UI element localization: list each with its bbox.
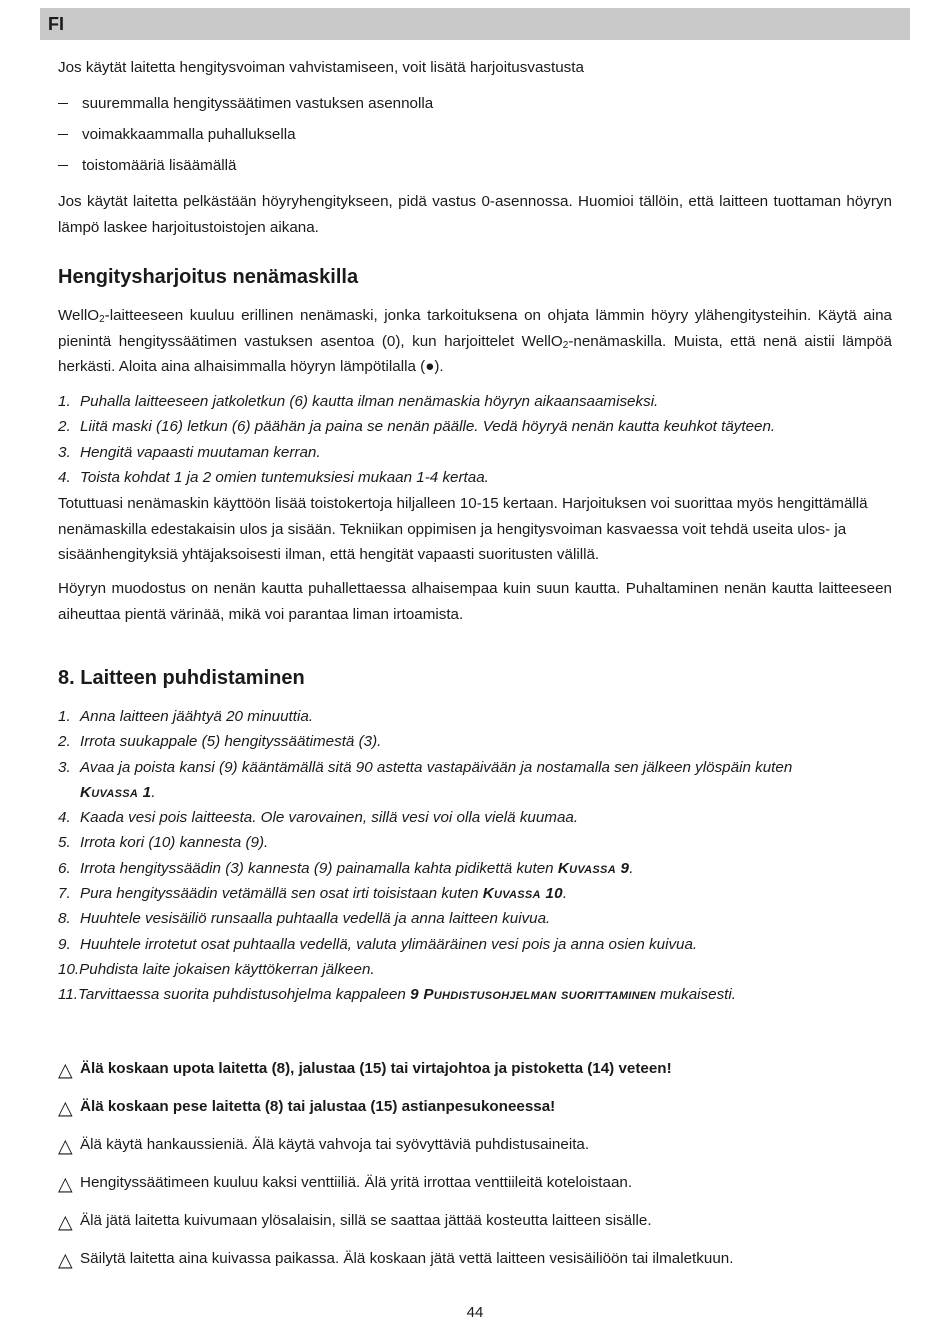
- list-item: 11.Tarvittaessa suorita puhdistusohjelma kappaleen 9 Puhdistusohjelman suorittaminen mukaisesti.: [58, 986, 736, 1004]
- list-item: toistomääriä lisäämällä: [58, 150, 892, 181]
- figure-reference: Kuvassa 9: [557, 859, 630, 877]
- list-item: 2. Liitä maski (16) letkun (6) päähän ja paina se nenän päälle. Vedä höyryä nenän kautta keuhkot täyteen.: [58, 418, 776, 436]
- nasal-paragraph-3: Höyryn muodostus on nenän kautta puhallettaessa alhaisempaa kuin suun kautta. Puhaltaminen nenän kautta laitteeseen aiheuttaa pientä värinää, mikä voi parantaa liman irtoamista.: [58, 580, 892, 623]
- warning-triangle-icon: △: [58, 1097, 73, 1119]
- list-item: 3. Hengitä vapaasti muutaman kerran.: [58, 443, 321, 461]
- list-item: suuremmalla hengityssäätimen vastuksen asennolla: [58, 88, 892, 119]
- nasal-steps: [58, 389, 892, 490]
- list-item: 2. Irrota suukappale (5) hengityssäätimestä (3).: [58, 733, 382, 751]
- list-item: voimakkaammalla puhalluksella: [58, 119, 892, 150]
- warning-item: △ Älä koskaan pese laitetta (8) tai jalustaa (15) astianpesukoneessa!: [58, 1097, 556, 1119]
- list-item: 5. Irrota kori (10) kannesta (9).: [58, 834, 269, 852]
- steam-note: Jos käytät laitetta pelkästään höyryhengitykseen, pidä vastus 0-asennossa. Huomioi tällöin, että laitteen tuottaman höyryn lämpö laskee harjoitustoistojen aikana.: [58, 193, 892, 236]
- list-item: 4. Toista kohdat 1 ja 2 omien tuntemuksiesi mukaan 1-4 kertaa.: [58, 468, 489, 486]
- page-number: 44: [466, 1304, 484, 1321]
- warning-item: △ Älä koskaan upota laitetta (8), jalustaa (15) tai virtajohtoa ja pistoketta (14) veteen!: [58, 1059, 672, 1081]
- list-item: 3. Avaa ja poista kansi (9) kääntämällä sitä 90 astetta vastapäivään ja nostamalla sen jälkeen ylöspäin kuten Kuvassa 1.: [58, 758, 793, 801]
- warnings-list: [58, 1056, 892, 1272]
- list-item: 9. Huuhtele irrotetut osat puhtaalla vedellä, valuta ylimääräinen vesi pois ja anna osien kuivua.: [58, 935, 698, 953]
- warning-triangle-icon: △: [58, 1211, 73, 1233]
- warning-triangle-icon: △: [58, 1135, 73, 1157]
- warning-triangle-icon: △: [58, 1173, 73, 1195]
- figure-reference: Kuvassa 1: [80, 783, 152, 801]
- warning-item: △ Älä jätä laitetta kuivumaan ylösalaisin, sillä se saattaa jättää kosteutta laitteen sisälle.: [58, 1211, 652, 1233]
- list-item: 1. Anna laitteen jäähtyä 20 minuuttia.: [58, 708, 314, 725]
- warning-item: △ Älä käytä hankaussieniä. Älä käytä vahvoja tai syövyttäviä puhdistusaineita.: [58, 1135, 590, 1157]
- nasal-paragraph-2: Totuttuasi nenämaskin käyttöön lisää toistokertoja hiljalleen 10-15 kertaan. Harjoituksen voi suorittaa myös hengittämällä nenämaskilla edestakaisin ulos ja sisään. Tekniikan oppimisen ja hengitysvoiman kasvaessa voit tehdä useita ulos- ja sisäänhengityksiä yhtäjaksoisesti ilman, että hengität vapaasti suoritusten välillä.: [58, 495, 868, 563]
- language-header-bar: [40, 8, 910, 40]
- intro-lead: Jos käytät laitetta hengitysvoiman vahvistamiseen, voit lisätä harjoitusvastusta: [58, 59, 584, 76]
- list-item: 6. Irrota hengityssäädin (3) kannesta (9) painamalla kahta pidikettä kuten Kuvassa 9.: [58, 859, 634, 877]
- list-item: 4. Kaada vesi pois laitteesta. Ole varovainen, sillä vesi voi olla vielä kuumaa.: [58, 809, 579, 827]
- language-code: FI: [48, 14, 64, 34]
- nasal-paragraph-1: WellO$_2$-laitteeseen kuuluu erillinen nenämaski, jonka tarkoituksena on ohjata lämmin höyry ylähengitysteihin. Käytä aina pienintä hengityssäätimen vastuksen asentoa (0), kun harjoittelet WellO$_2$-nenämaskilla. Muista, että nenä aistii lämpöä herkästi. Aloita aina alhaisimmalla höyryn lämpötilalla (●).: [58, 307, 893, 375]
- figure-reference: Kuvassa 10: [482, 885, 563, 903]
- warning-item: △ Hengityssäätimeen kuuluu kaksi venttiiliä. Älä yritä irrottaa venttiileitä koteloistaan.: [58, 1173, 633, 1195]
- warning-triangle-icon: △: [58, 1059, 73, 1081]
- list-item: 8. Huuhtele vesisäiliö runsaalla puhtaalla vedellä ja anna laitteen kuivua.: [58, 910, 551, 928]
- list-item: 7. Pura hengityssäädin vetämällä sen osat irti toisistaan kuten Kuvassa 10.: [58, 885, 568, 903]
- resistance-list: [58, 88, 892, 181]
- warning-item: △ Säilytä laitetta aina kuivassa paikassa. Älä koskaan jätä vettä laitteen vesisäiliöön tai ilmaletkuun.: [58, 1249, 734, 1271]
- cleaning-steps: [58, 704, 892, 1008]
- list-item: 10.Puhdista laite jokaisen käyttökerran jälkeen.: [58, 960, 375, 978]
- nasal-heading: Hengitysharjoitus nenämaskilla: [58, 266, 359, 288]
- warning-triangle-icon: △: [58, 1249, 73, 1271]
- cleaning-heading: 8. Laitteen puhdistaminen: [58, 667, 305, 689]
- list-item: 1. Puhalla laitteeseen jatkoletkun (6) kautta ilman nenämaskia höyryn aikaansaamiseksi.: [58, 393, 659, 410]
- section-reference: 9 Puhdistusohjelman suorittaminen: [410, 986, 656, 1004]
